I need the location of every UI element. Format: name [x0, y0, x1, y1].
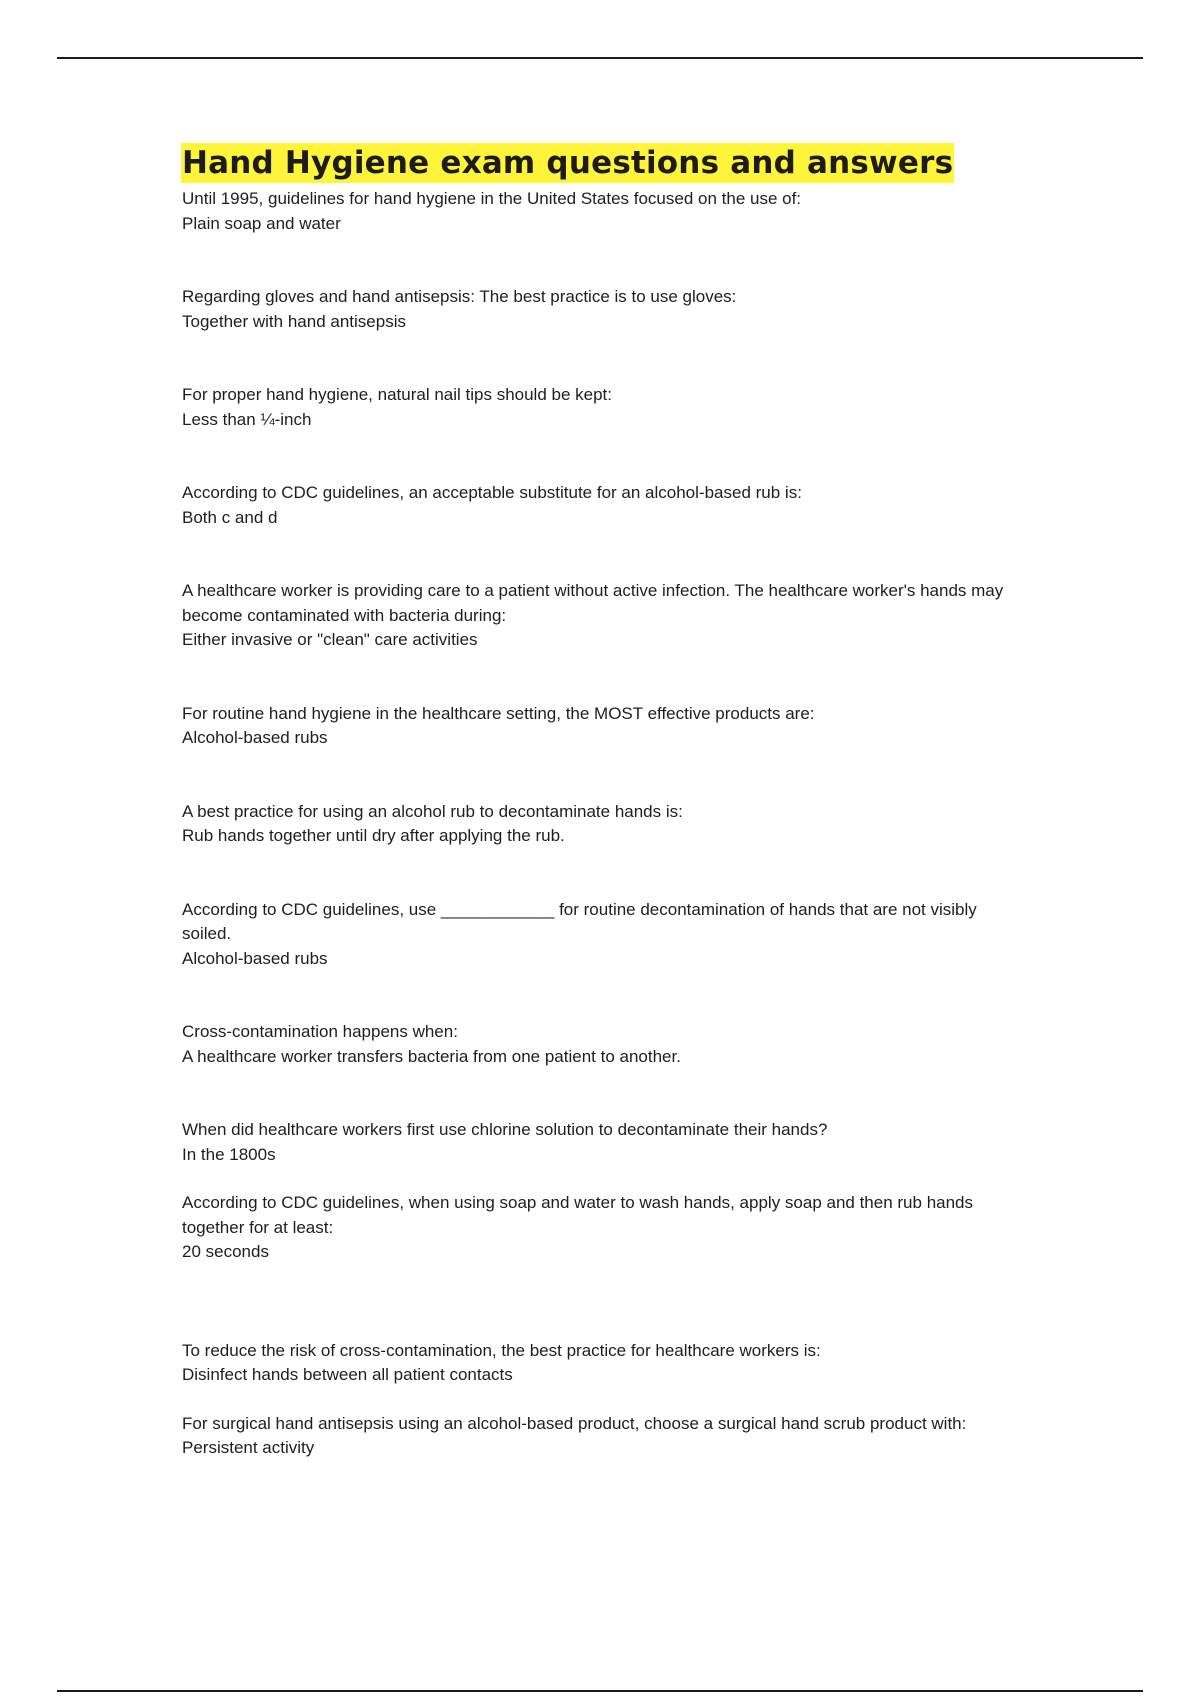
question-text: To reduce the risk of cross-contamination, the best practice for healthcare workers is: [182, 1340, 821, 1360]
answer-text: Disinfect hands between all patient contacts [182, 1365, 513, 1384]
qa-item-3 [182, 383, 1012, 432]
answer-text: In the 1800s [182, 1144, 276, 1164]
qa-item-5 [182, 579, 1012, 653]
answer-text: 20 seconds [182, 1242, 269, 1261]
bottom-rule [57, 1690, 1143, 1692]
qa-item-2 [182, 285, 1012, 334]
qa-item-11 [182, 1191, 1012, 1265]
qa-item-9 [182, 1020, 1012, 1069]
question-text: For proper hand hygiene, natural nail tips should be kept: [182, 385, 612, 404]
answer-text: Less than ¼-inch [182, 409, 312, 429]
answer-text: A healthcare worker transfers bacteria from one patient to another. [182, 1046, 681, 1066]
answer-text: Rub hands together until dry after applying the rub. [182, 826, 565, 845]
document-title: Hand Hygiene exam questions and answers [182, 145, 954, 181]
question-text: According to CDC guidelines, when using soap and water to wash hands, apply soap and then rub hands together for at least: [182, 1193, 974, 1237]
qa-item-6 [182, 702, 1012, 751]
qa-item-13 [182, 1412, 1012, 1461]
question-text: A best practice for using an alcohol rub to decontaminate hands is: [182, 801, 683, 821]
question-text: For surgical hand antisepsis using an alcohol-based product, choose a surgical hand scrub product with: [182, 1413, 967, 1433]
question-text: When did healthcare workers first use chlorine solution to decontaminate their hands? [182, 1120, 828, 1139]
question-text: For routine hand hygiene in the healthcare setting, the MOST effective products are: [182, 703, 815, 723]
qa-item-12 [182, 1339, 1012, 1388]
question-text: According to CDC guidelines, an acceptable substitute for an alcohol-based rub is: [182, 483, 802, 502]
question-text: A healthcare worker is providing care to a patient without active infection. The healthcare worker's hands may become contaminated with bacteria during: [182, 581, 1004, 625]
qa-item-1 [182, 187, 1012, 236]
answer-text: Either invasive or "clean" care activities [182, 630, 478, 649]
question-text: Cross-contamination happens when: [182, 1022, 458, 1041]
qa-item-7 [182, 800, 1012, 849]
answer-text: Both c and d [182, 507, 278, 527]
answer-text: Together with hand antisepsis [182, 311, 406, 331]
document-body [182, 143, 1012, 1461]
question-text: According to CDC guidelines, use ____________ for routine decontamination of hands that are not visibly soiled. [182, 899, 977, 943]
answer-text: Persistent activity [182, 1438, 315, 1457]
qa-item-10 [182, 1118, 1012, 1167]
answer-text: Alcohol-based rubs [182, 948, 328, 968]
qa-item-4 [182, 481, 1012, 530]
answer-text: Plain soap and water [182, 213, 341, 233]
question-text: Regarding gloves and hand antisepsis: The best practice is to use gloves: [182, 287, 737, 306]
question-text: Until 1995, guidelines for hand hygiene in the United States focused on the use of: [182, 189, 802, 208]
answer-text: Alcohol-based rubs [182, 728, 328, 747]
qa-item-8 [182, 898, 1012, 972]
top-rule [57, 57, 1143, 59]
